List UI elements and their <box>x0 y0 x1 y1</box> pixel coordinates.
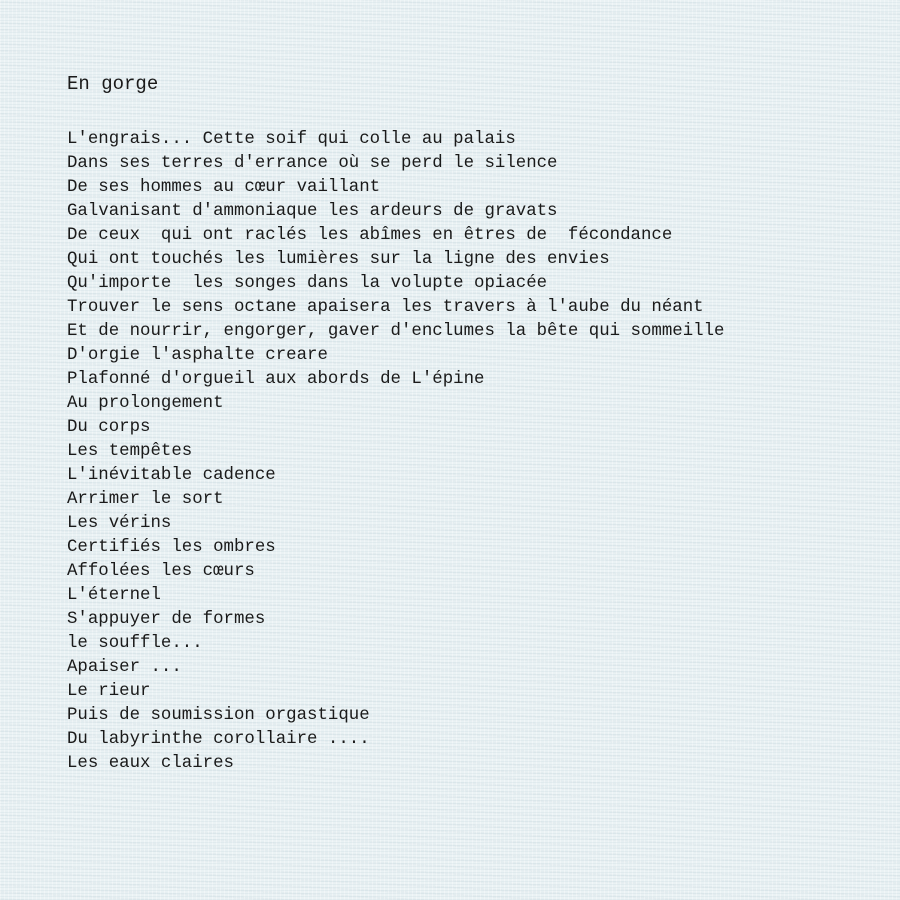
poem-line: Le rieur <box>67 682 151 701</box>
poem-line: L'éternel <box>67 586 161 605</box>
poem-line: Dans ses terres d'errance où se perd le silence <box>67 154 558 173</box>
poem-line: Les eaux claires <box>67 754 234 773</box>
poem-line: Apaiser ... <box>67 658 182 677</box>
poem-line: Arrimer le sort <box>67 490 224 509</box>
poem-line: Qui ont touchés les lumières sur la ligne des envies <box>67 250 610 269</box>
poem-line: Certifiés les ombres <box>67 538 276 557</box>
poem-line: Du corps <box>67 418 151 437</box>
poem-title: En gorge <box>67 73 159 95</box>
poem-line: L'engrais... Cette soif qui colle au palais <box>67 130 516 149</box>
poem-line: Du labyrinthe corollaire .... <box>67 730 370 749</box>
poem-line: Plafonné d'orgueil aux abords de L'épine <box>67 370 485 389</box>
poem-line: De ceux qui ont raclés les abîmes en êtres de fécondance <box>67 226 673 245</box>
poem-body <box>67 128 724 776</box>
poem-line: Au prolongement <box>67 394 224 413</box>
poem-line: L'inévitable cadence <box>67 466 276 485</box>
poem-line: Et de nourrir, engorger, gaver d'enclumes la bête qui sommeille <box>67 322 725 341</box>
poem-line: Trouver le sens octane apaisera les travers à l'aube du néant <box>67 298 704 317</box>
poem-line: Galvanisant d'ammoniaque les ardeurs de gravats <box>67 202 558 221</box>
poem-line: D'orgie l'asphalte creare <box>67 346 328 365</box>
poem-line: Affolées les cœurs <box>67 562 255 581</box>
poem-line: Les vérins <box>67 514 172 533</box>
poem-line: De ses hommes au cœur vaillant <box>67 178 381 197</box>
poem-line: Les tempêtes <box>67 442 193 461</box>
poem-line: S'appuyer de formes <box>67 610 266 629</box>
poem-line: Puis de soumission orgastique <box>67 706 370 725</box>
poem-line: Qu'importe les songes dans la volupte opiacée <box>67 274 548 293</box>
poem-line: le souffle... <box>67 634 203 653</box>
